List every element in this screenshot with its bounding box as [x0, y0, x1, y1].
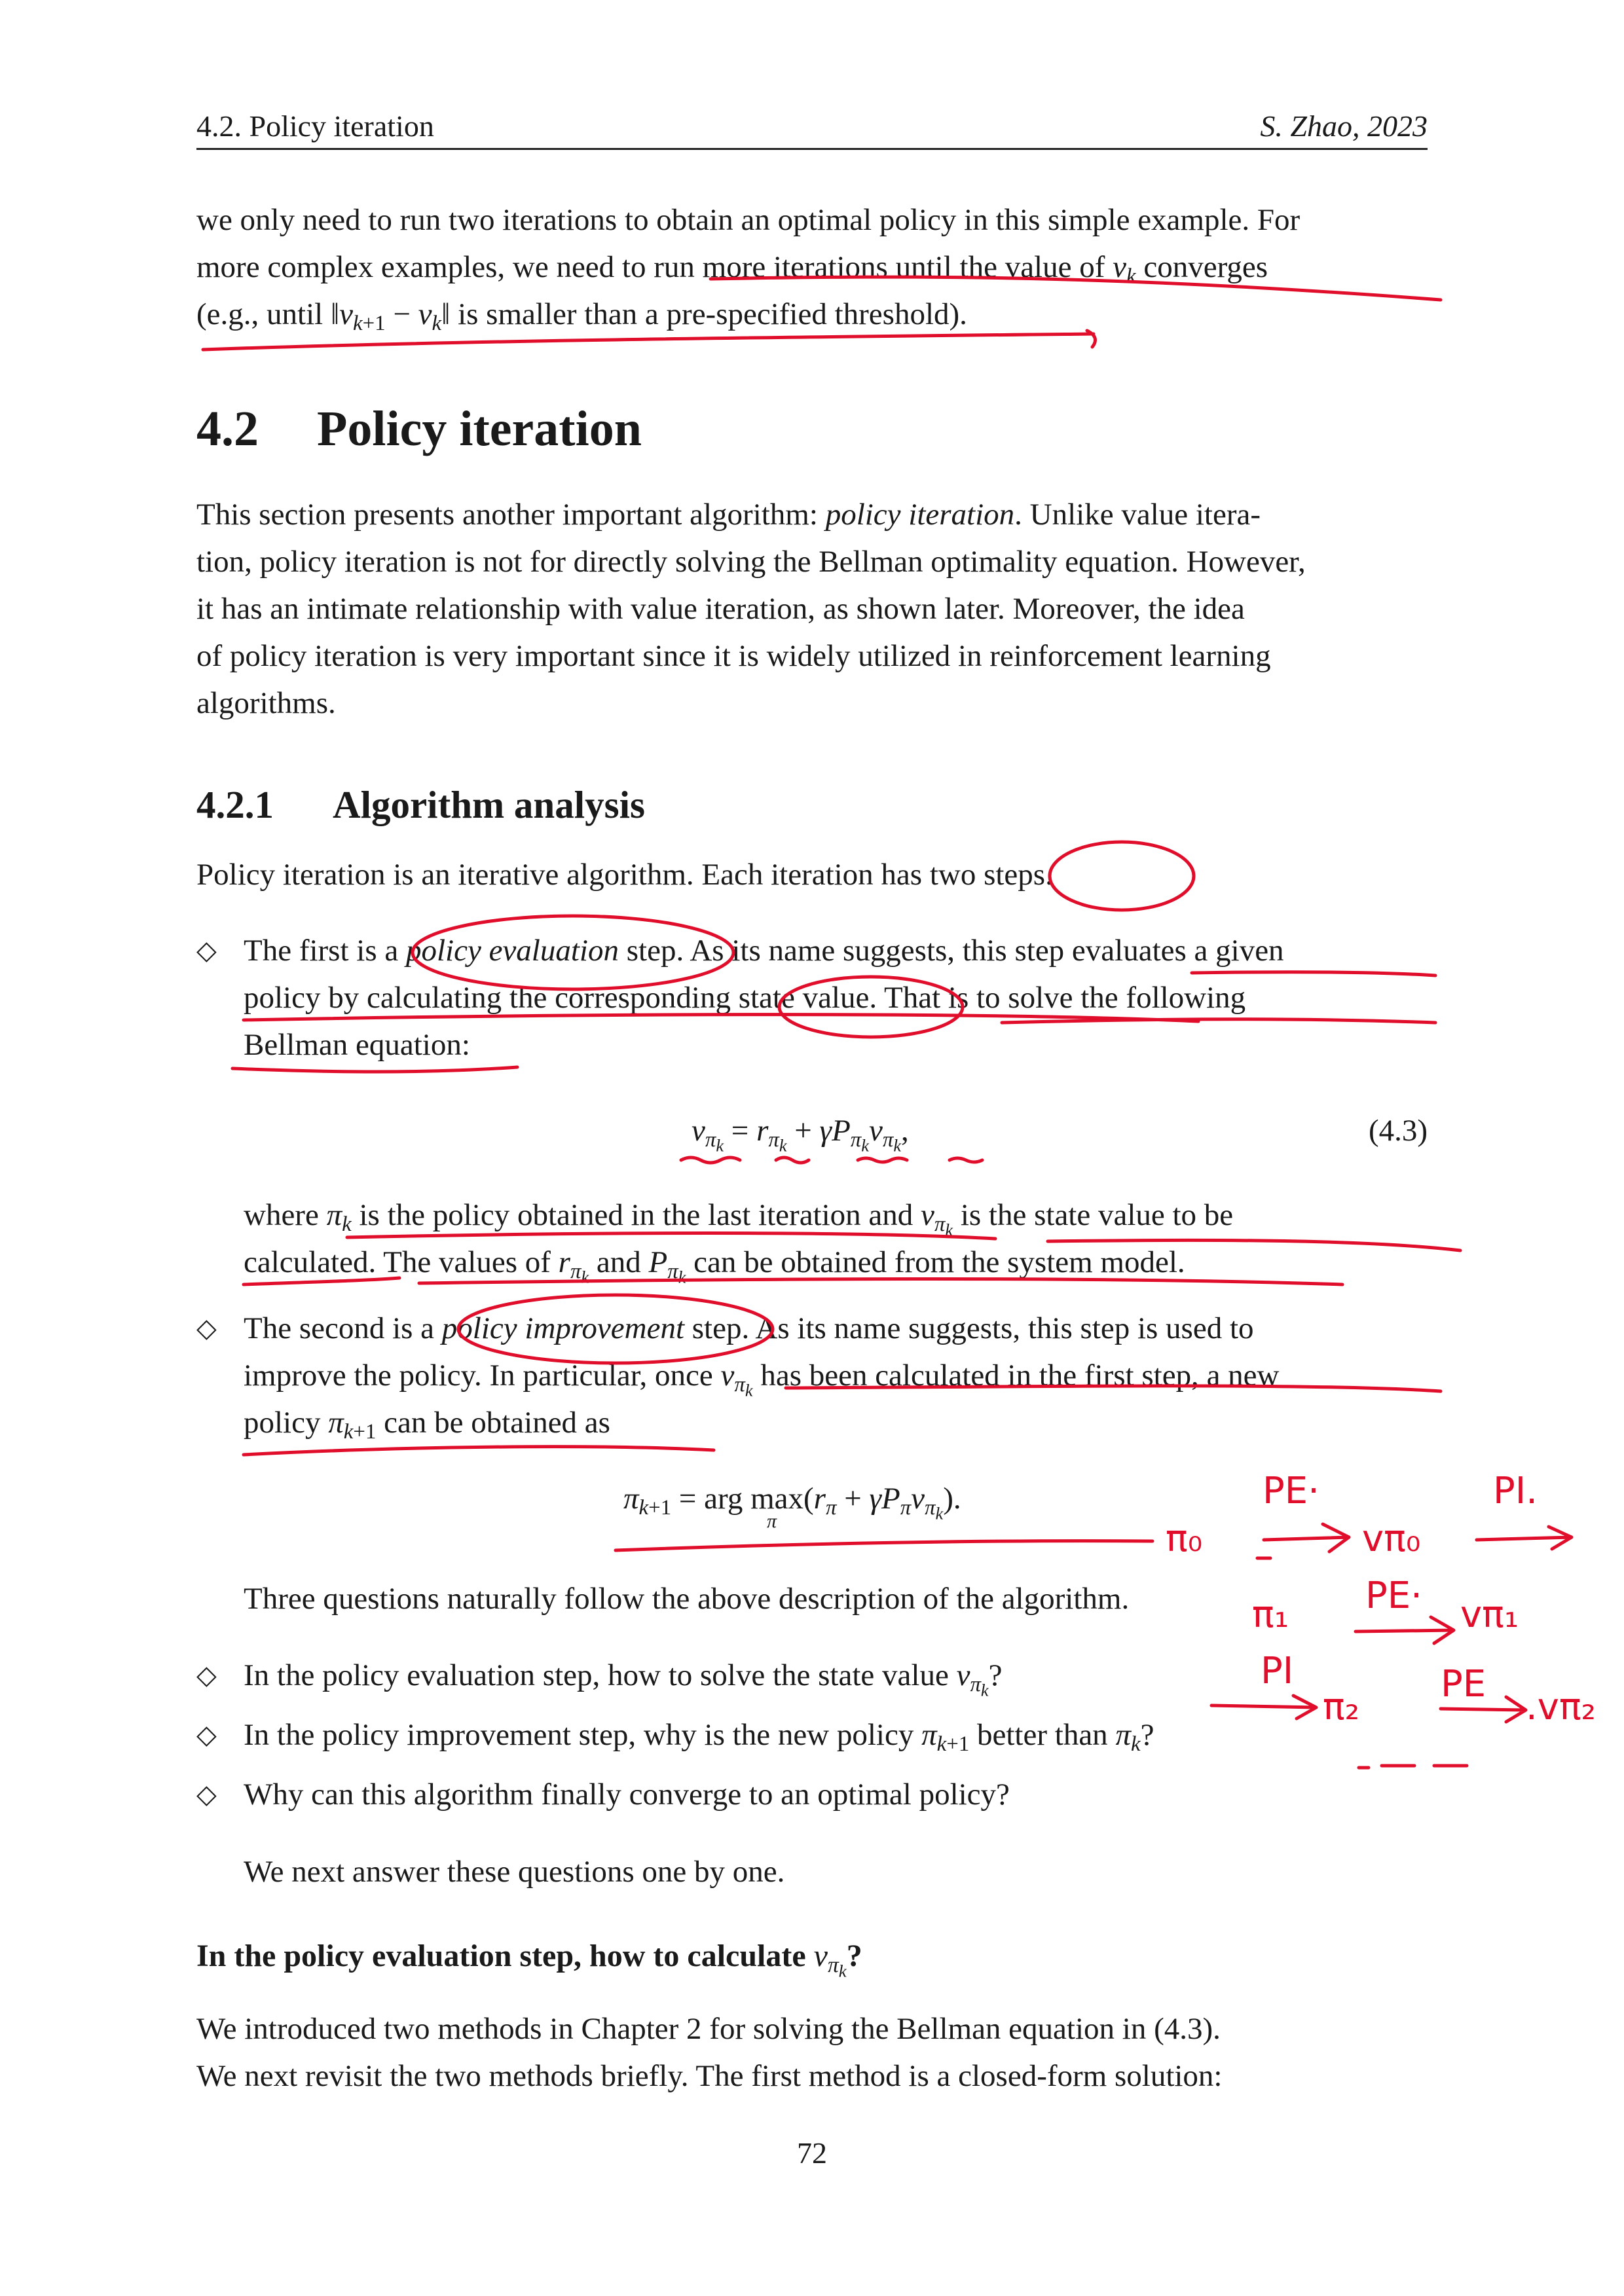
- step-1-text: The first is a policy evaluation step. As its name suggests, this step evaluates a given policy by calculating the corresponding state value. That is to solve the following Bellman equation:: [244, 934, 1284, 1062]
- underline-tail: [1359, 1766, 1467, 1768]
- questions-outro: We next answer these questions one by one.: [244, 1855, 785, 1889]
- equation-policy-improvement: $\pi_{k+1}$ = arg max π $(r_\pi + \gamma P_\pi v_{\pi_k})$.: [623, 1482, 961, 1532]
- section-paragraph: This section presents another important algorithm: policy iteration. Unlike value itera- tion, policy iteration is not for directly solving the Bellman optimality equation. However, it has an intimate relationship with value iteration, as shown later. Moreover, the idea of policy iteration is very important since it is widely utilized in reinforcement learning algorithms.: [196, 498, 1306, 720]
- step-2-text: The second is a policy improvement step. As its name suggests, this step is used to improve the policy. In particular, once $v_{\pi_k}$ has been calculated in the first step, a new policy $\pi_{k+1}$ can be obtained as: [244, 1311, 1280, 1444]
- underline-policy-pi-k1: [244, 1447, 714, 1455]
- squiggle-r: [776, 1157, 809, 1163]
- equation-4-3: $v_{\pi_k} = r_{\pi_k} + \gamma P_{\pi_k}v_{\pi_k}$,: [692, 1114, 909, 1156]
- intro-line-2: more complex examples, we need to run more iterations until the value of $v_k$ converges: [196, 250, 1268, 289]
- note-pi0: π₀: [1166, 1518, 1203, 1560]
- header-rule: [196, 148, 1428, 150]
- bullet-question-3: ◇: [196, 1779, 217, 1809]
- equation-number-4-3: (4.3): [1368, 1114, 1428, 1148]
- note-pi-2: PI: [1261, 1650, 1294, 1692]
- note-pi1: π₁: [1252, 1594, 1289, 1636]
- arrow-2: [1477, 1527, 1572, 1549]
- section-number: 4.2: [196, 401, 259, 456]
- step-1-where: where $\pi_k$ is the policy obtained in the last iteration and $v_{\pi_k}$ is the state value to be calculated. The values of $r_{\pi_k}$ and $P_{\pi_k}$ can be obtained from the system model.: [244, 1198, 1234, 1287]
- squiggle-gammaP: [858, 1158, 907, 1162]
- note-pe-2: PE·: [1365, 1575, 1422, 1617]
- intro-paragraph: [196, 196, 1428, 338]
- section-title: Policy iteration: [317, 401, 642, 456]
- subsubsection-title: In the policy evaluation step, how to calculate $v_{\pi_k}$?: [196, 1939, 862, 1981]
- note-pi2: π₂: [1323, 1686, 1360, 1728]
- subsection-number: 4.2.1: [196, 783, 274, 826]
- bullet-question-1: ◇: [196, 1660, 217, 1690]
- note-v1: vπ₁: [1460, 1594, 1519, 1636]
- squiggle-v: [681, 1157, 740, 1163]
- arrow-1: [1264, 1524, 1349, 1552]
- note-pe-1: PE·: [1263, 1470, 1320, 1512]
- bullet-question-2: ◇: [196, 1720, 217, 1749]
- subsection-intro: Policy iteration is an iterative algorithm. Each iteration has two steps.: [196, 858, 1053, 892]
- squiggle-v2: [950, 1158, 982, 1162]
- page-number: 72: [797, 2136, 827, 2170]
- note-pe-3: PE: [1441, 1663, 1486, 1705]
- intro-line-1: we only need to run two iterations to obtain an optimal policy in this simple example. For: [196, 203, 1301, 237]
- bullet-step-2: ◇: [196, 1313, 217, 1343]
- running-header-author: S. Zhao, 2023: [1260, 109, 1428, 143]
- subsubsection-paragraph: We introduced two methods in Chapter 2 for solving the Bellman equation in (4.3). We next revisit the two methods briefly. The first method is a closed-form solution:: [196, 2012, 1223, 2093]
- intro-line-3: (e.g., until $‖v_{k+1}$ − $v_k‖$ is smaller than a pre-specified threshold).: [196, 297, 967, 336]
- note-v0: vπ₀: [1362, 1518, 1421, 1560]
- questions-intro: Three questions naturally follow the above description of the algorithm.: [244, 1582, 1130, 1616]
- subsection-title: Algorithm analysis: [333, 783, 645, 826]
- question-1: In the policy evaluation step, how to solve the state value $v_{\pi_k}$?: [244, 1658, 1003, 1700]
- question-2: In the policy improvement step, why is the new policy $\pi_{k+1}$ better than $\pi_k$?: [244, 1718, 1154, 1757]
- bullet-step-1: ◇: [196, 936, 217, 965]
- note-v2: .vπ₂: [1526, 1686, 1596, 1728]
- running-header-section: 4.2. Policy iteration: [196, 109, 434, 143]
- underline-argmax-eq: [616, 1541, 1153, 1550]
- question-3: Why can this algorithm finally converge to an optimal policy?: [244, 1777, 1010, 1812]
- note-pi-1: PI.: [1493, 1470, 1538, 1512]
